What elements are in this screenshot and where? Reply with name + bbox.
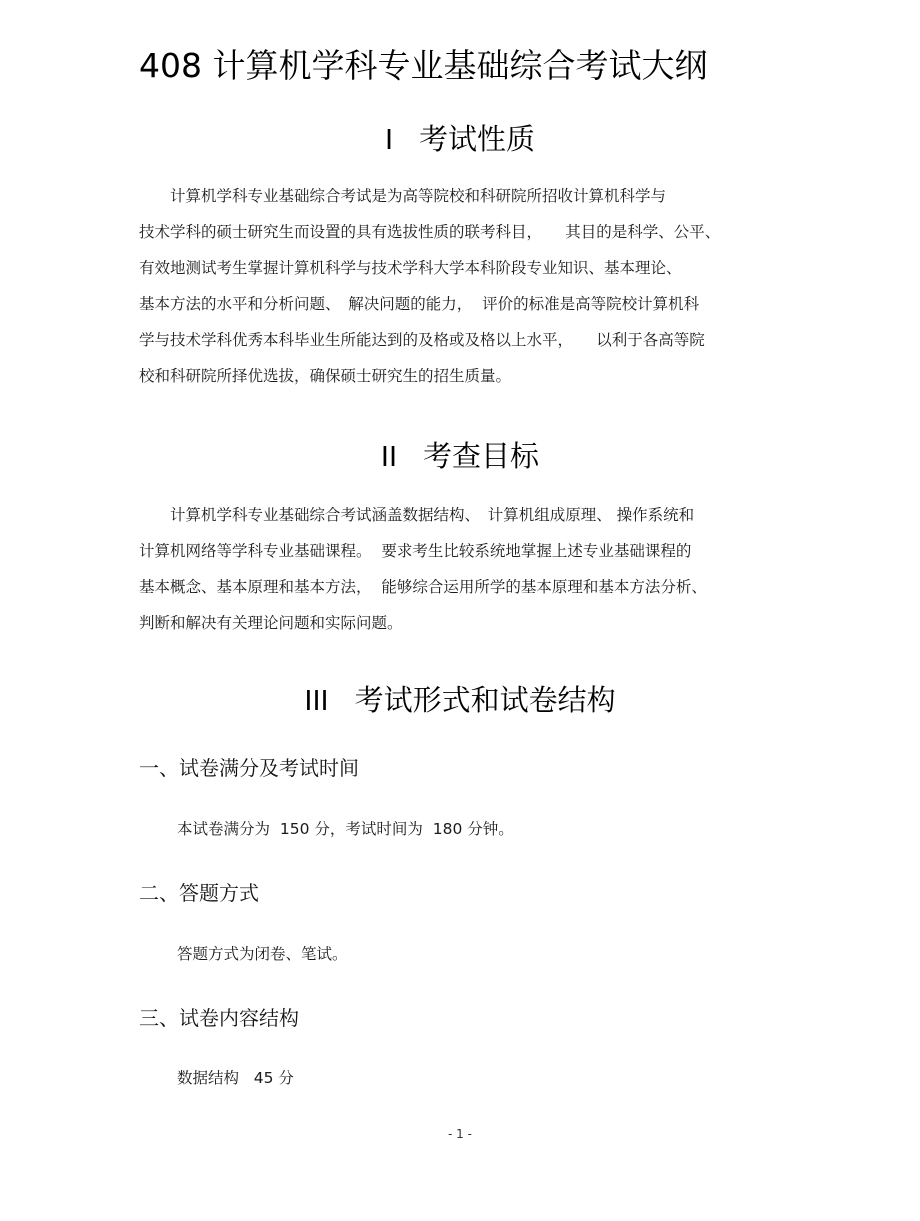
section-numeral: I bbox=[384, 124, 394, 156]
paragraph-line: 有效地测试考生掌握计算机科学与技术学科大学本科阶段专业知识、基本理论、 bbox=[139, 259, 682, 277]
subsection-heading-answer-method: 二、答题方式 bbox=[139, 881, 259, 905]
section-paragraph-nature bbox=[139, 178, 799, 394]
paragraph-line: 计算机学科专业基础综合考试是为高等院校和科研院所招收计算机科学与 bbox=[139, 187, 667, 205]
paragraph-line: 计算机学科专业基础综合考试涵盖数据结构、 计算机组成原理、 操作系统和 bbox=[139, 506, 695, 524]
paragraph-line: 校和科研院所择优选拔，确保硕士研究生的招生质量。 bbox=[139, 367, 512, 385]
section-heading-objectives bbox=[0, 434, 920, 479]
section-heading-text: 考试性质 bbox=[419, 122, 536, 156]
section-heading-text: 考试形式和试卷结构 bbox=[354, 683, 616, 717]
section-numeral: II bbox=[380, 441, 398, 473]
section-heading-nature bbox=[0, 117, 920, 162]
subsection-heading-content-structure: 三、试卷内容结构 bbox=[139, 1006, 299, 1030]
paragraph-line: 学与技术学科优秀本科毕业生所能达到的及格或及格以上水平， 以利于各高等院 bbox=[139, 331, 705, 349]
paragraph-line: 判断和解决有关理论问题和实际问题。 bbox=[139, 614, 403, 632]
section-paragraph-objectives bbox=[139, 497, 799, 641]
section-numeral: III bbox=[304, 685, 329, 717]
section-heading-format bbox=[0, 678, 920, 723]
section-heading-text: 考查目标 bbox=[423, 439, 540, 473]
subsection-text-answer-method: 答题方式为闭卷、笔试。 bbox=[177, 945, 348, 963]
paragraph-line: 基本概念、基本原理和基本方法， 能够综合运用所学的基本原理和基本方法分析、 bbox=[139, 578, 707, 596]
paragraph-line: 技术学科的硕士研究生而设置的具有选拔性质的联考科目， 其目的是科学、公平、 bbox=[139, 223, 721, 241]
subsection-text-content-structure: 数据结构 45 分 bbox=[177, 1069, 294, 1087]
paragraph-line: 计算机网络等学科专业基础课程。 要求考生比较系统地掌握上述专业基础课程的 bbox=[139, 542, 692, 560]
subsection-text-score-time: 本试卷满分为 150 分，考试时间为 180 分钟。 bbox=[177, 820, 514, 838]
document-title: 408 计算机学科专业基础综合考试大纲 bbox=[139, 46, 708, 85]
paragraph-line: 基本方法的水平和分析问题、 解决问题的能力， 评价的标准是高等院校计算机科 bbox=[139, 295, 700, 313]
subsection-heading-score-time: 一、试卷满分及考试时间 bbox=[139, 756, 359, 780]
page-number: - 1 - bbox=[448, 1127, 472, 1141]
